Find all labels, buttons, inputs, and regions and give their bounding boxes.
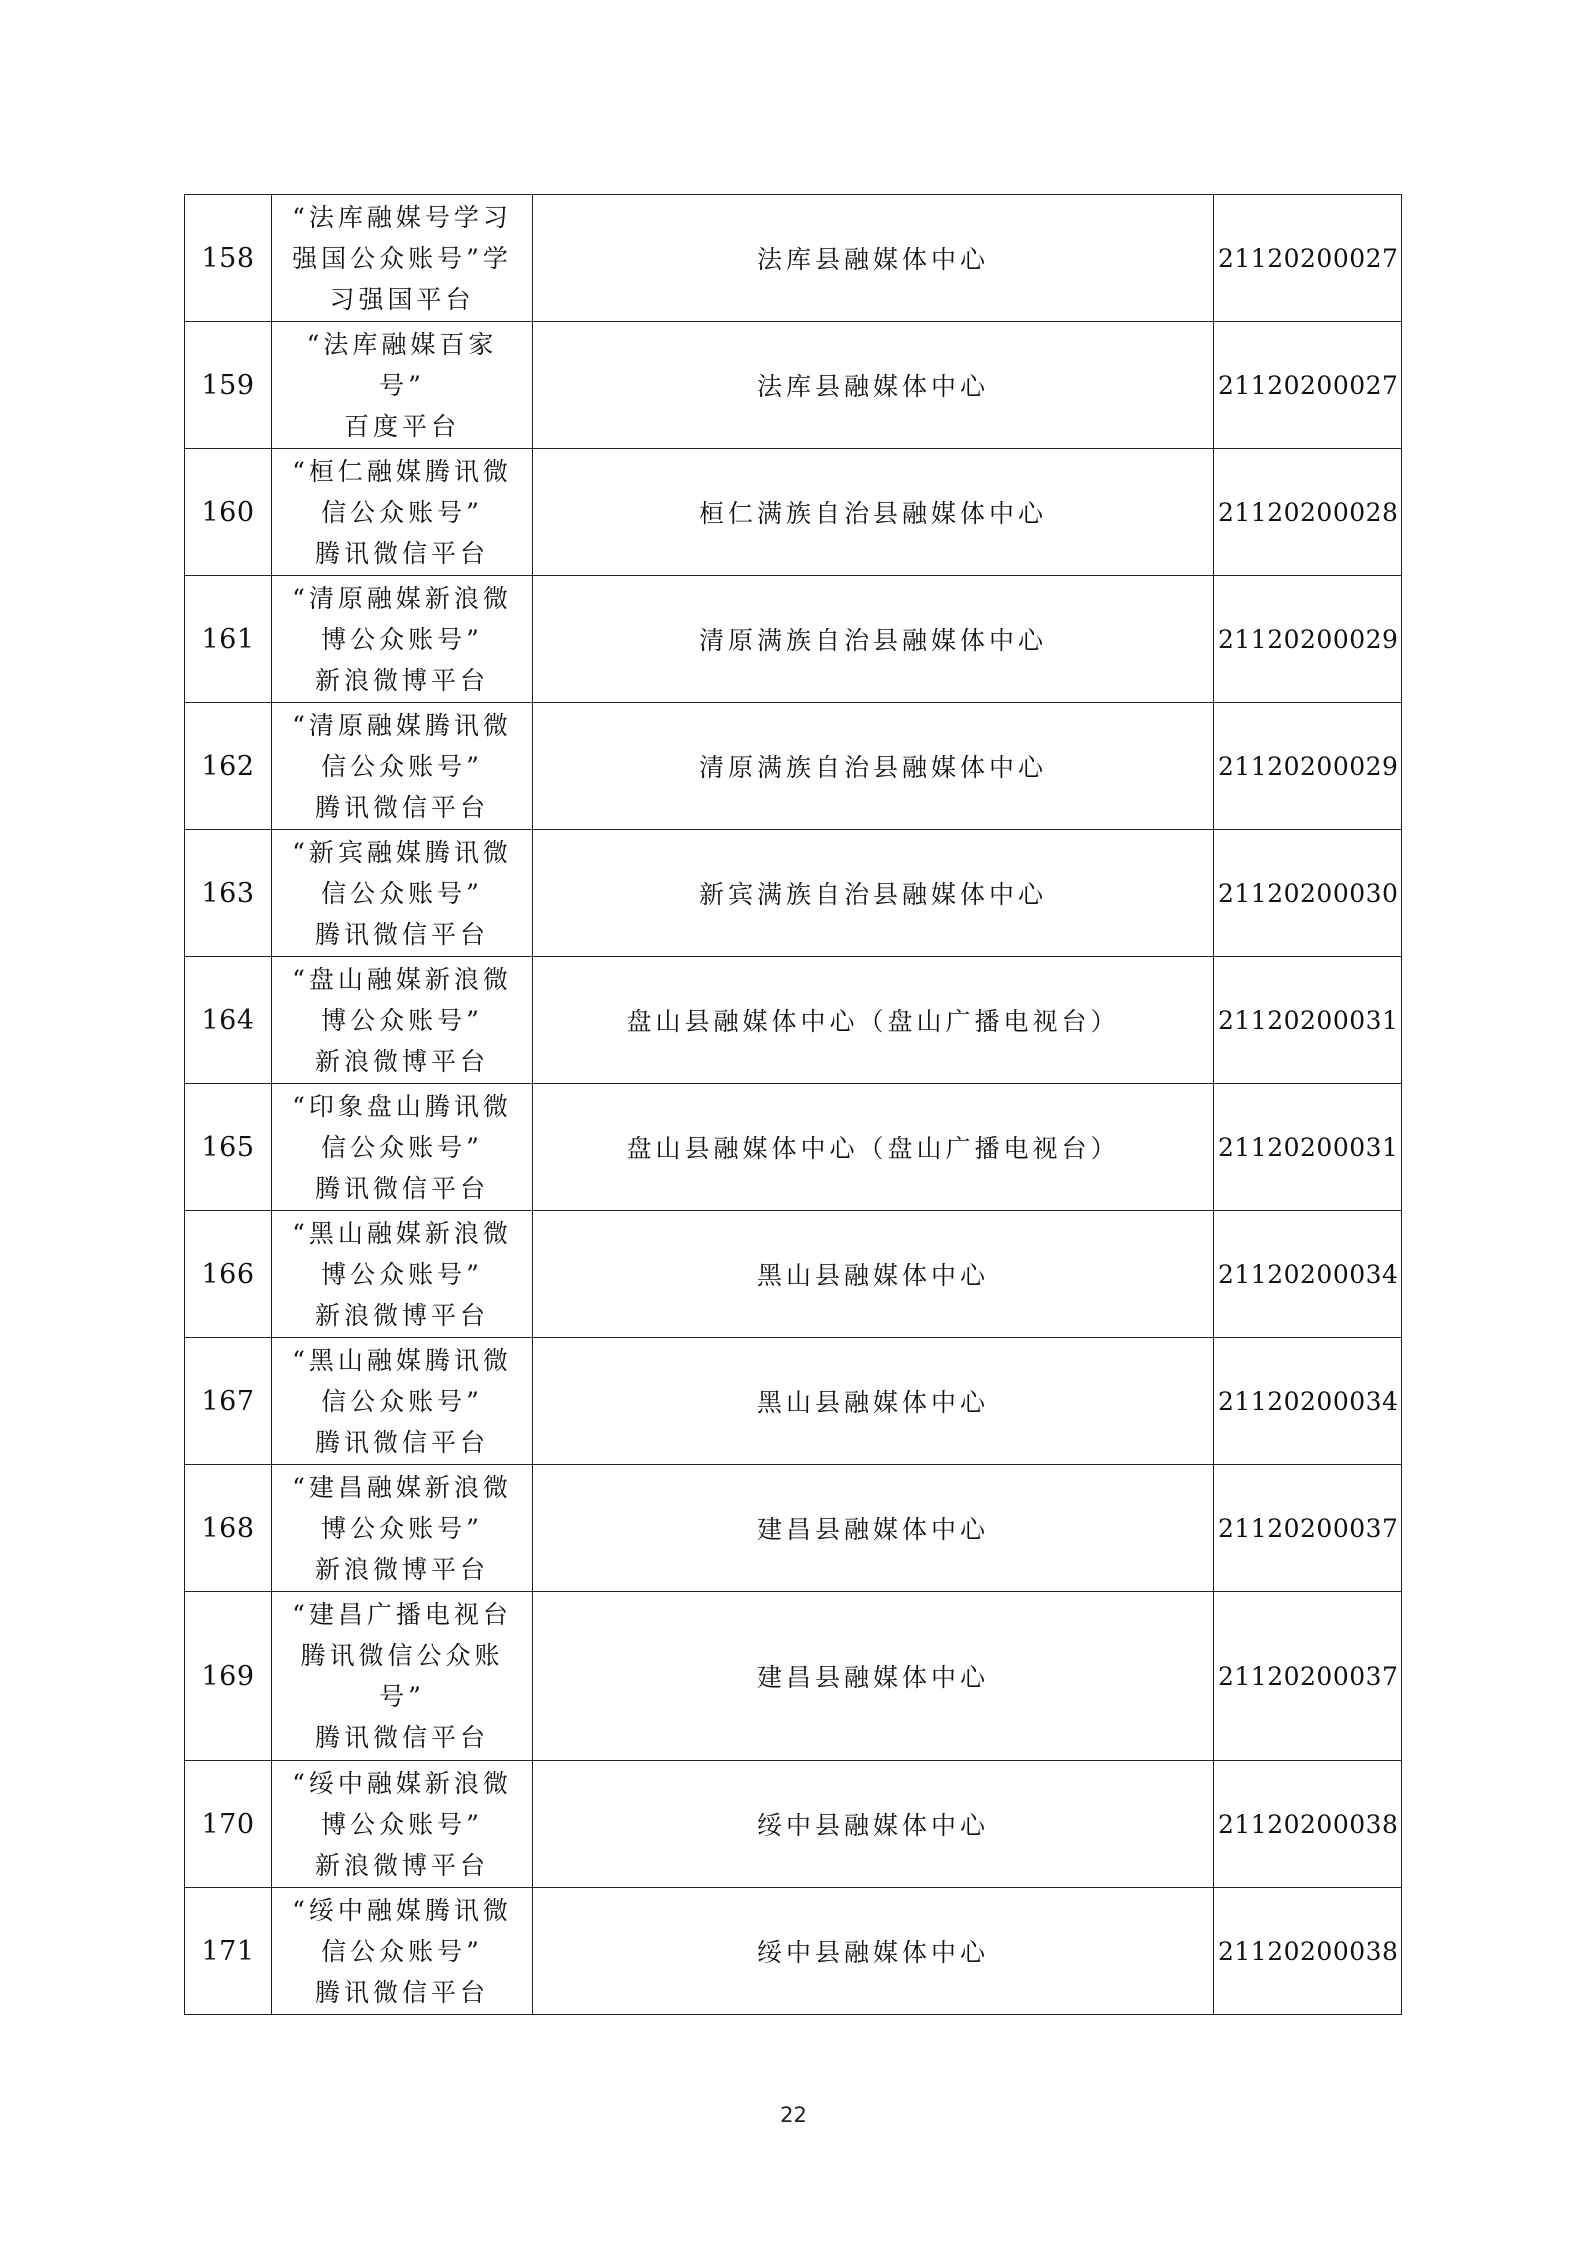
account-name-line: 博公众账号” [321, 1809, 483, 1839]
license-code-cell: 21120200034 [1214, 1211, 1402, 1338]
table-row [185, 449, 1402, 576]
account-name-line: 号” [379, 1682, 425, 1711]
license-code-cell: 21120200029 [1214, 576, 1402, 703]
table-row [185, 1888, 1402, 2015]
account-name-cell [272, 1338, 533, 1465]
row-number-cell: 169 [185, 1592, 272, 1761]
account-name-line: “印象盘山腾讯微 [292, 1091, 512, 1121]
account-name-line: 信公众账号” [321, 878, 483, 908]
account-name-line: “建昌广播电视台 [292, 1600, 512, 1629]
account-name-line: 习强国平台 [329, 284, 475, 314]
organization-cell: 建昌县融媒体中心 [533, 1465, 1214, 1592]
organization-cell: 法库县融媒体中心 [533, 195, 1214, 322]
account-name-line: 新浪微博平台 [314, 1046, 489, 1076]
organization-cell: 新宾满族自治县融媒体中心 [533, 830, 1214, 957]
license-code-cell: 21120200031 [1214, 1084, 1402, 1211]
license-code-cell: 21120200038 [1214, 1888, 1402, 2015]
account-name-cell [272, 957, 533, 1084]
account-name-line: “清原融媒新浪微 [292, 583, 512, 613]
account-name-cell [272, 576, 533, 703]
account-name-line: 信公众账号” [321, 497, 483, 527]
row-number-cell: 162 [185, 703, 272, 830]
account-name-line: 腾讯微信平台 [314, 792, 489, 822]
table-row [185, 703, 1402, 830]
account-name-line: 号” [379, 370, 425, 400]
table-row [185, 1084, 1402, 1211]
account-name-line: 强国公众账号”学 [292, 243, 512, 273]
table-row [185, 195, 1402, 322]
row-number-cell: 160 [185, 449, 272, 576]
row-number-cell: 166 [185, 1211, 272, 1338]
account-name-line: 博公众账号” [321, 624, 483, 654]
account-name-line: 博公众账号” [321, 1259, 483, 1289]
row-number-cell: 163 [185, 830, 272, 957]
organization-cell: 黑山县融媒体中心 [533, 1338, 1214, 1465]
row-number-cell: 164 [185, 957, 272, 1084]
row-number-cell: 161 [185, 576, 272, 703]
account-name-line: 腾讯微信平台 [314, 1173, 489, 1203]
account-name-line: 新浪微博平台 [314, 1554, 489, 1584]
account-name-line: 腾讯微信平台 [314, 1427, 489, 1457]
account-name-cell [272, 195, 533, 322]
row-number-cell: 168 [185, 1465, 272, 1592]
row-number-cell: 170 [185, 1761, 272, 1888]
row-number-cell: 159 [185, 322, 272, 449]
account-name-cell [272, 1211, 533, 1338]
table-row [185, 1465, 1402, 1592]
account-name-line: “黑山融媒腾讯微 [292, 1345, 512, 1375]
account-name-line: 信公众账号” [321, 751, 483, 781]
row-number-cell: 171 [185, 1888, 272, 2015]
account-name-line: 腾讯微信平台 [314, 538, 489, 568]
license-code-cell: 21120200038 [1214, 1761, 1402, 1888]
account-name-line: 腾讯微信平台 [314, 1723, 489, 1752]
account-name-cell [272, 1888, 533, 2015]
license-code-cell: 21120200027 [1214, 195, 1402, 322]
account-name-cell [272, 449, 533, 576]
account-name-line: “建昌融媒新浪微 [292, 1472, 512, 1502]
account-name-line: 新浪微博平台 [314, 1300, 489, 1330]
account-name-line: “法库融媒号学习 [292, 202, 512, 232]
organization-cell: 绥中县融媒体中心 [533, 1761, 1214, 1888]
account-name-cell [272, 1761, 533, 1888]
account-name-line: 信公众账号” [321, 1936, 483, 1966]
account-name-cell [272, 703, 533, 830]
account-name-line: “绥中融媒腾讯微 [292, 1895, 512, 1925]
account-name-line: 新浪微博平台 [314, 665, 489, 695]
account-name-line: “法库融媒百家 [306, 329, 498, 359]
account-name-cell [272, 1592, 533, 1761]
row-number-cell: 167 [185, 1338, 272, 1465]
table-row [185, 322, 1402, 449]
row-number-cell: 165 [185, 1084, 272, 1211]
license-code-cell: 21120200037 [1214, 1592, 1402, 1761]
account-name-line: 腾讯微信公众账 [300, 1641, 504, 1670]
license-code-cell: 21120200031 [1214, 957, 1402, 1084]
table-row [185, 1338, 1402, 1465]
table-row [185, 576, 1402, 703]
row-number-cell: 158 [185, 195, 272, 322]
account-name-line: 新浪微博平台 [314, 1850, 489, 1880]
license-code-cell: 21120200034 [1214, 1338, 1402, 1465]
license-code-cell: 21120200028 [1214, 449, 1402, 576]
organization-cell: 建昌县融媒体中心 [533, 1592, 1214, 1761]
table-row [185, 957, 1402, 1084]
organization-cell: 盘山县融媒体中心（盘山广播电视台） [533, 957, 1214, 1084]
account-name-cell [272, 322, 533, 449]
table-row [185, 1592, 1402, 1761]
account-name-line: 腾讯微信平台 [314, 1977, 489, 2007]
account-name-line: “盘山融媒新浪微 [292, 964, 512, 994]
table-body [185, 195, 1402, 2015]
account-name-line: 信公众账号” [321, 1386, 483, 1416]
account-name-line: “绥中融媒新浪微 [292, 1768, 512, 1798]
organization-cell: 清原满族自治县融媒体中心 [533, 703, 1214, 830]
account-name-line: “黑山融媒新浪微 [292, 1218, 512, 1248]
organization-cell: 桓仁满族自治县融媒体中心 [533, 449, 1214, 576]
table-row [185, 1761, 1402, 1888]
license-code-cell: 21120200027 [1214, 322, 1402, 449]
account-name-line: 博公众账号” [321, 1513, 483, 1543]
license-code-cell: 21120200029 [1214, 703, 1402, 830]
account-name-line: 博公众账号” [321, 1005, 483, 1035]
account-name-line: “清原融媒腾讯微 [292, 710, 512, 740]
license-code-cell: 21120200030 [1214, 830, 1402, 957]
account-name-line: “桓仁融媒腾讯微 [292, 456, 512, 486]
account-name-line: 腾讯微信平台 [314, 919, 489, 949]
registry-table [184, 194, 1402, 2015]
organization-cell: 法库县融媒体中心 [533, 322, 1214, 449]
table-row [185, 1211, 1402, 1338]
account-name-cell [272, 830, 533, 957]
account-name-cell [272, 1084, 533, 1211]
account-name-line: “新宾融媒腾讯微 [292, 837, 512, 867]
license-code-cell: 21120200037 [1214, 1465, 1402, 1592]
account-name-cell [272, 1465, 533, 1592]
organization-cell: 盘山县融媒体中心（盘山广播电视台） [533, 1084, 1214, 1211]
organization-cell: 黑山县融媒体中心 [533, 1211, 1214, 1338]
page-number: 22 [780, 2103, 807, 2127]
organization-cell: 绥中县融媒体中心 [533, 1888, 1214, 2015]
table-row [185, 830, 1402, 957]
account-name-line: 信公众账号” [321, 1132, 483, 1162]
organization-cell: 清原满族自治县融媒体中心 [533, 576, 1214, 703]
account-name-line: 百度平台 [343, 411, 460, 441]
